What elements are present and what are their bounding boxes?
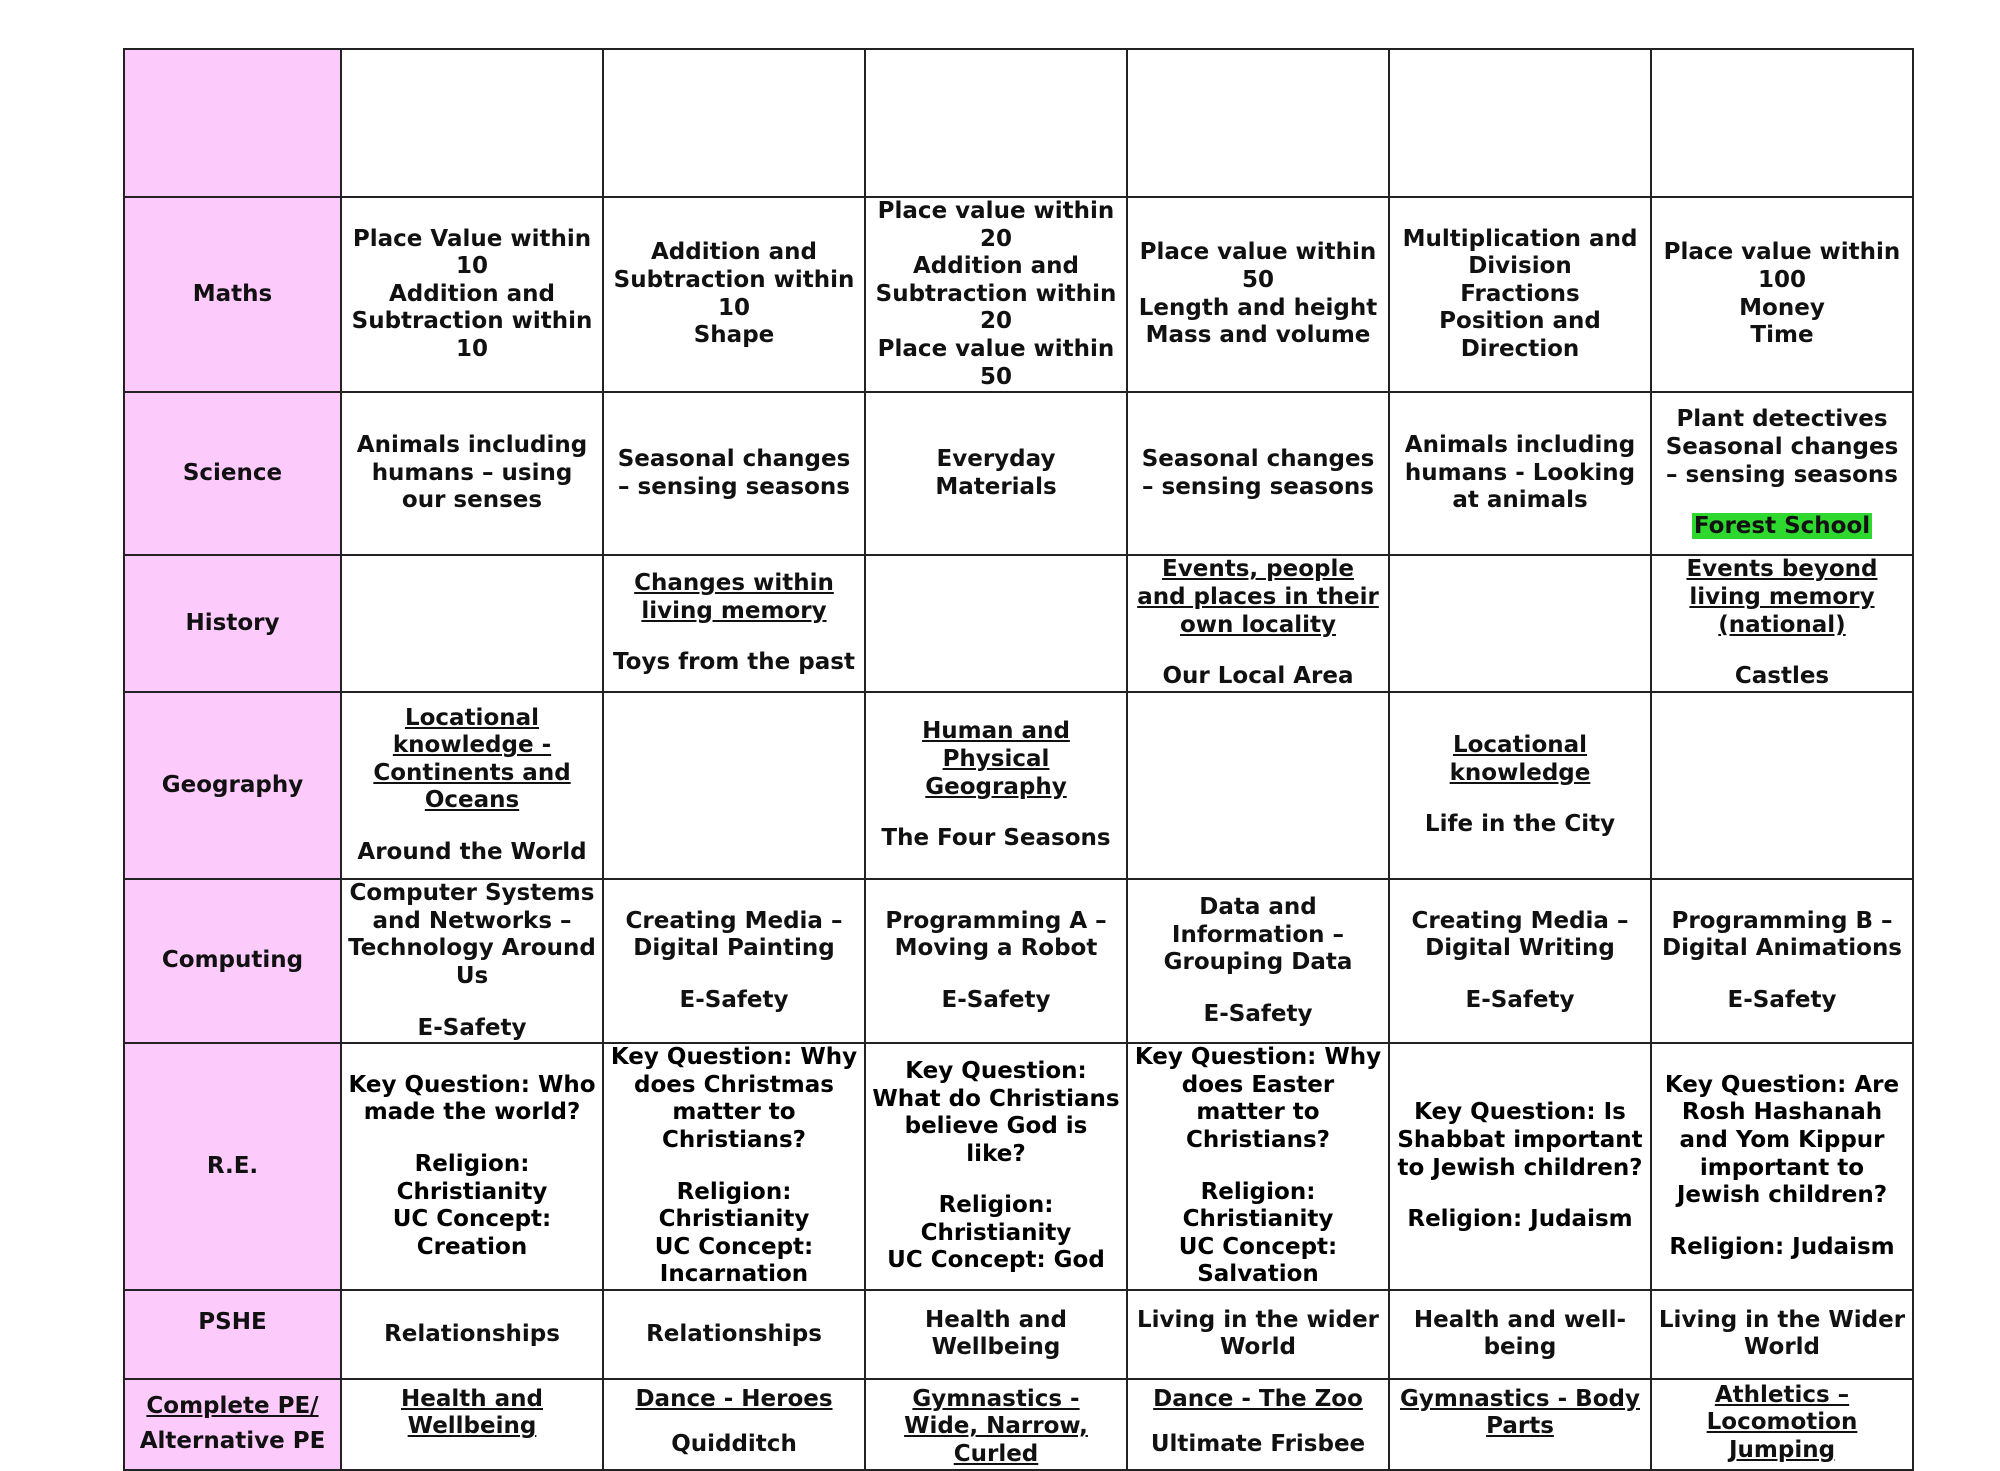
maths-line: Time [1750, 322, 1814, 349]
pe-complete: Dance - The Zoo [1153, 1385, 1363, 1412]
computing-cell-2 [603, 879, 865, 1043]
re-cell-2 [603, 1043, 865, 1290]
history-cell-2 [603, 555, 865, 692]
maths-line: Addition and Subtraction within 20 [875, 253, 1117, 335]
re-religion: Religion: Judaism [1669, 1233, 1895, 1260]
computing-cell-3 [865, 879, 1127, 1043]
science-topic: Plant detectives Seasonal changes – sensing seasons [1665, 406, 1899, 488]
computing-unit: Data and Information – Grouping Data [1163, 893, 1353, 976]
pe-complete: Gymnastics - Wide, Narrow, Curled [904, 1385, 1088, 1468]
pe-cell-5 [1389, 1379, 1651, 1470]
geography-topic: Around the World [357, 839, 587, 866]
geography-cell-6 [1651, 692, 1913, 879]
re-cell-5 [1389, 1043, 1651, 1290]
re-concept: UC Concept: God [887, 1247, 1105, 1274]
maths-line: Multiplication and Division [1402, 225, 1638, 280]
pe-alternative: Quidditch [671, 1431, 797, 1458]
geography-cell-1 [341, 692, 603, 879]
geography-topic: The Four Seasons [881, 825, 1111, 852]
maths-cell-4 [1127, 197, 1389, 392]
computing-extra: E-Safety [679, 986, 789, 1013]
re-question: Key Question: Why does Christmas matter to Christians? [610, 1044, 858, 1153]
subject-computing: Computing [124, 879, 341, 1043]
subject-geography: Geography [124, 692, 341, 879]
science-cell-3: Everyday Materials [865, 392, 1127, 555]
re-cell-1 [341, 1043, 603, 1290]
re-question: Key Question: Are Rosh Hashanah and Yom Kippur important to Jewish children? [1664, 1071, 1900, 1209]
computing-extra: E-Safety [1727, 986, 1837, 1013]
re-question: Key Question: Why does Easter matter to Christians? [1134, 1044, 1382, 1153]
computing-extra: E-Safety [941, 986, 1051, 1013]
history-cell-4 [1127, 555, 1389, 692]
maths-cell-3 [865, 197, 1127, 392]
re-religion: Religion: Judaism [1407, 1206, 1633, 1233]
pshe-cell-2: Relationships [603, 1290, 865, 1379]
geography-topic: Life in the City [1424, 811, 1616, 838]
re-concept: UC Concept: Incarnation [654, 1233, 814, 1288]
geography-cell-2 [603, 692, 865, 879]
maths-row [124, 197, 1913, 392]
term-header-6 [1651, 49, 1913, 197]
re-religion: Religion: Christianity [396, 1150, 548, 1205]
maths-line: Addition and Subtraction within 10 [613, 239, 855, 321]
maths-cell-1 [341, 197, 603, 392]
forest-school-badge: Forest School [1693, 513, 1871, 540]
term-header-2 [603, 49, 865, 197]
pe-complete: Athletics – Locomotion Jumping [1706, 1381, 1858, 1464]
re-cell-6 [1651, 1043, 1913, 1290]
science-cell-6 [1651, 392, 1913, 555]
computing-extra: E-Safety [1203, 1000, 1313, 1027]
maths-cell-5 [1389, 197, 1651, 392]
re-cell-3 [865, 1043, 1127, 1290]
term-header-4 [1127, 49, 1389, 197]
subject-maths: Maths [124, 197, 341, 392]
corner-cell [124, 49, 341, 197]
re-question: Key Question: What do Christians believe God is like? [872, 1057, 1120, 1167]
computing-unit: Creating Media – Digital Painting [625, 907, 843, 962]
history-topic: Our Local Area [1162, 663, 1354, 690]
re-religion: Religion: Christianity [920, 1192, 1072, 1246]
history-cell-3 [865, 555, 1127, 692]
pe-cell-4 [1127, 1379, 1389, 1470]
geography-row [124, 692, 1913, 879]
history-topic: Castles [1734, 663, 1830, 690]
subject-pe [124, 1379, 341, 1470]
history-topic: Toys from the past [613, 649, 855, 676]
pe-complete: Dance - Heroes [635, 1385, 833, 1412]
maths-line: Shape [693, 322, 775, 349]
maths-line: Length and height [1138, 294, 1378, 321]
pe-alternative: Ultimate Frisbee [1150, 1431, 1366, 1458]
pe-label-complete: Complete PE/ [146, 1392, 319, 1419]
maths-line: Place value within 50 [877, 335, 1115, 390]
maths-cell-6 [1651, 197, 1913, 392]
history-heading: Changes within living memory [634, 570, 834, 624]
pshe-row [124, 1290, 1913, 1379]
subject-pshe: PSHE [124, 1290, 341, 1379]
computing-cell-4 [1127, 879, 1389, 1043]
computing-extra: E-Safety [1465, 986, 1575, 1013]
computing-extra: E-Safety [417, 1014, 527, 1041]
computing-unit: Programming B – Digital Animations [1661, 907, 1903, 962]
computing-unit: Computer Systems and Networks – Technology Around Us [348, 880, 596, 989]
history-heading: Events beyond living memory (national) [1686, 556, 1878, 638]
geography-cell-3 [865, 692, 1127, 879]
pshe-cell-5: Health and well-being [1389, 1290, 1651, 1379]
history-heading: Events, people and places in their own locality [1137, 556, 1379, 638]
computing-row [124, 879, 1913, 1043]
pe-cell-1 [341, 1379, 603, 1470]
geography-cell-4 [1127, 692, 1389, 879]
re-religion: Religion: Christianity [658, 1178, 810, 1233]
science-row [124, 392, 1913, 555]
computing-unit: Programming A – Moving a Robot [885, 907, 1107, 962]
maths-line: Addition and Subtraction within 10 [351, 280, 593, 362]
subject-history: History [124, 555, 341, 692]
geography-heading: Human and Physical Geography [922, 718, 1070, 800]
pe-cell-2 [603, 1379, 865, 1470]
term-header-3 [865, 49, 1127, 197]
science-cell-2: Seasonal changes – sensing seasons [603, 392, 865, 555]
pe-cell-6 [1651, 1379, 1913, 1470]
pe-label-alternative: Alternative PE [139, 1428, 326, 1455]
maths-line: Money [1739, 294, 1825, 321]
subject-science: Science [124, 392, 341, 555]
science-cell-1: Animals including humans – using our senses [341, 392, 603, 555]
history-cell-5 [1389, 555, 1651, 692]
re-religion: Religion: Christianity [1182, 1178, 1334, 1233]
science-cell-5: Animals including humans - Looking at animals [1389, 392, 1651, 555]
re-row [124, 1043, 1913, 1290]
geography-cell-5 [1389, 692, 1651, 879]
maths-line: Mass and volume [1145, 322, 1371, 349]
maths-line: Place value within 20 [877, 198, 1115, 252]
history-cell-6 [1651, 555, 1913, 692]
maths-line: Place value within 100 [1663, 239, 1901, 293]
pe-cell-3 [865, 1379, 1127, 1470]
re-concept: UC Concept: Salvation [1178, 1233, 1338, 1288]
science-cell-4: Seasonal changes – sensing seasons [1127, 392, 1389, 555]
pshe-cell-1: Relationships [341, 1290, 603, 1379]
pshe-cell-6: Living in the Wider World [1651, 1290, 1913, 1379]
re-question: Key Question: Is Shabbat important to Jewish children? [1397, 1099, 1643, 1181]
computing-cell-5 [1389, 879, 1651, 1043]
geography-heading: Locational knowledge [1449, 732, 1591, 786]
maths-line: Fractions [1460, 280, 1580, 307]
computing-unit: Creating Media – Digital Writing [1411, 907, 1629, 962]
re-cell-4 [1127, 1043, 1389, 1290]
maths-cell-2 [603, 197, 865, 392]
computing-cell-1 [341, 879, 603, 1043]
history-cell-1 [341, 555, 603, 692]
history-row [124, 555, 1913, 692]
curriculum-table [123, 48, 1914, 1471]
pe-complete: Gymnastics - Body Parts [1400, 1385, 1640, 1440]
term-header-1 [341, 49, 603, 197]
term-header-5 [1389, 49, 1651, 197]
re-concept: UC Concept: Creation [392, 1206, 552, 1260]
pshe-cell-4: Living in the wider World [1127, 1290, 1389, 1379]
pshe-cell-3: Health and Wellbeing [865, 1290, 1127, 1379]
re-question: Key Question: Who made the world? [348, 1071, 596, 1126]
pe-complete: Health and Wellbeing [401, 1385, 543, 1440]
pe-row [124, 1379, 1913, 1470]
maths-line: Place Value within 10 [352, 225, 592, 280]
maths-line: Position and Direction [1439, 308, 1601, 362]
header-row [124, 49, 1913, 197]
geography-heading: Locational knowledge - Continents and Oceans [373, 704, 571, 814]
maths-line: Place value within 50 [1139, 239, 1377, 293]
computing-cell-6 [1651, 879, 1913, 1043]
subject-re: R.E. [124, 1043, 341, 1290]
